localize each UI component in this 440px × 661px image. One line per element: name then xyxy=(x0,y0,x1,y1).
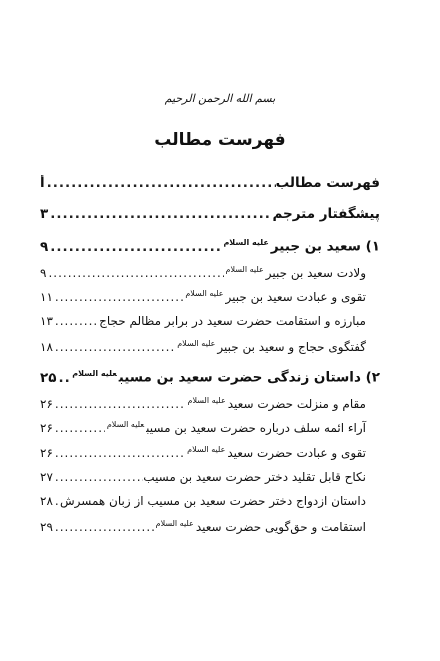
toc-entry-page: ۱۱ xyxy=(40,290,53,304)
toc-entry-sub xyxy=(40,494,380,508)
toc-entry-sub xyxy=(40,470,380,484)
leader-dots xyxy=(50,239,221,255)
honorific-mark: علیه السلام xyxy=(187,445,226,454)
toc-entry-label: ۱) سعید بن جبیر$^{علیه السلام}$ xyxy=(223,238,380,255)
leader-dots xyxy=(55,470,143,484)
toc-entry-sub xyxy=(40,445,380,460)
honorific-mark: علیه السلام xyxy=(187,396,226,405)
honorific-mark: علیه السلام xyxy=(225,265,264,274)
toc-entry-sub xyxy=(40,339,380,354)
leader-dots xyxy=(55,397,186,411)
honorific-mark: علیه السلام xyxy=(72,369,117,378)
toc-entry-label: فهرست مطالب xyxy=(275,175,380,191)
toc-entry-sub xyxy=(40,519,380,534)
toc-entry-sub xyxy=(40,289,380,304)
toc-entry-page: ۳ xyxy=(40,206,49,222)
leader-dots xyxy=(55,520,154,534)
leader-dots xyxy=(48,266,223,280)
leader-dots xyxy=(55,421,105,435)
toc-entry-chapter-2 xyxy=(40,369,380,386)
toc-entry-label: نکاح قابل تقلید دختر حضرت سعید بن مسیب xyxy=(143,470,366,484)
toc-entry-sub xyxy=(40,396,380,411)
bismillah-heading: بسم الله الرحمن الرحیم xyxy=(164,92,276,105)
honorific-mark: علیه السلام xyxy=(177,339,216,348)
toc-entry-label: داستان ازدواج دختر حضرت سعید بن مسیب از زبان همسرش xyxy=(60,494,366,508)
toc-entry-page: ۲۶ xyxy=(40,397,53,411)
toc-entry-page: ۲۹ xyxy=(40,520,53,534)
leader-dots xyxy=(50,206,272,222)
leader-dots xyxy=(55,494,60,508)
honorific-mark: علیه السلام xyxy=(185,289,224,298)
toc-entry-page: ۱۳ xyxy=(40,314,53,328)
toc-entry-sub xyxy=(40,420,380,435)
toc-entry-label: ۲) داستان زندگی حضرت سعید بن مسیب$^{علیه السلام}$ xyxy=(72,369,380,386)
toc-entry-page: ۲۵ xyxy=(40,369,57,386)
leader-dots xyxy=(55,340,175,354)
leader-dots xyxy=(55,290,183,304)
toc-entry-label: آراء ائمه سلف درباره حضرت سعید بن مسیب$^{علیه السلام}$ xyxy=(106,420,366,435)
toc-entry-label: مقام و منزلت حضرت سعید$^{علیه السلام}$ xyxy=(187,396,366,411)
toc-entry-label: استقامت و حق‌گویی حضرت سعید$^{علیه السلام}$ xyxy=(155,519,366,534)
toc-entry-contents xyxy=(40,175,380,191)
leader-dots xyxy=(58,370,70,386)
toc-entry-label: پیشگفتار مترجم xyxy=(272,206,380,222)
toc-entry-label: مبارزه و استقامت حضرت سعید در برابر مظالم حجاج xyxy=(99,314,366,328)
toc-entry-page: ۹ xyxy=(40,266,47,280)
toc-entry-label: گفتگوی حجاج و سعید بن جبیر$^{علیه السلام}$ xyxy=(177,339,366,354)
toc-entry-page: أ xyxy=(40,175,45,191)
toc-entry-label: تقوی و عبادت سعید بن جبیر$^{علیه السلام}$ xyxy=(185,289,366,304)
page-title: فهرست مطالب xyxy=(154,130,286,150)
toc-entry-label: ولادت سعید بن جبیر$^{علیه السلام}$ xyxy=(225,265,366,280)
leader-dots xyxy=(55,446,185,460)
toc-entry-label: تقوی و عبادت حضرت سعید$^{علیه السلام}$ xyxy=(187,445,366,460)
toc-entry-page: ۹ xyxy=(40,238,49,255)
toc-entry-sub xyxy=(40,265,380,280)
toc-entry-page: ۲۶ xyxy=(40,421,53,435)
toc-entry-preface xyxy=(40,206,380,222)
toc-entry-page: ۲۸ xyxy=(40,494,53,508)
honorific-mark: علیه السلام xyxy=(223,238,269,247)
toc-entry-page: ۱۸ xyxy=(40,340,53,354)
toc-entry-chapter-1 xyxy=(40,238,380,255)
honorific-mark: علیه السلام xyxy=(106,420,145,429)
toc-entry-page: ۲۷ xyxy=(40,470,53,484)
honorific-mark: علیه السلام xyxy=(155,519,194,528)
toc-entry-page: ۲۶ xyxy=(40,446,53,460)
leader-dots xyxy=(55,314,99,328)
toc-entry-sub xyxy=(40,314,380,328)
leader-dots xyxy=(47,175,276,191)
